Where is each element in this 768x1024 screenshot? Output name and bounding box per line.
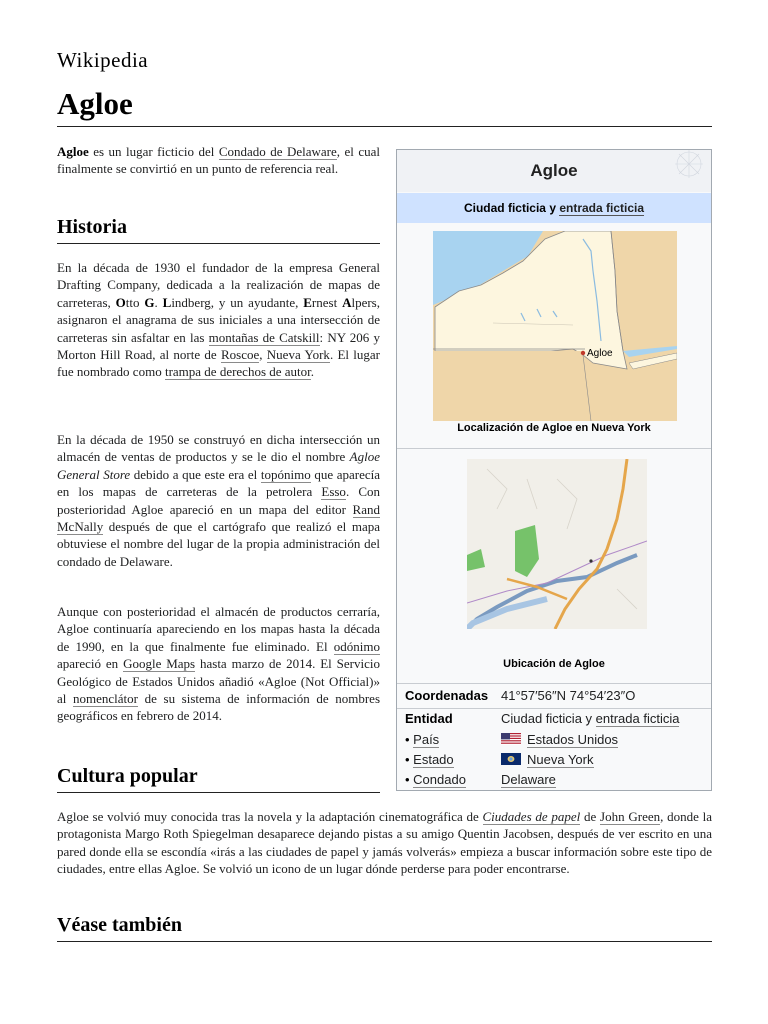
link-esso[interactable]: Esso (321, 484, 346, 500)
intro-bold-term: Agloe (57, 144, 89, 159)
infobox-row-condado (405, 770, 705, 790)
entidad-label: Entidad (405, 711, 453, 726)
link-estados-unidos[interactable]: Estados Unidos (527, 732, 619, 747)
intro-text: es un lugar ficticio del (88, 144, 219, 159)
section-divider (57, 243, 380, 244)
link-nomenclator[interactable]: nomenclátor (73, 691, 138, 707)
coordenadas-value[interactable]: 41°57′56″N 74°54′23″O (501, 688, 636, 703)
link-condado-delaware[interactable]: Condado de Delaware (218, 144, 337, 159)
infobox-row-coordenadas (405, 686, 705, 706)
infobox-row-estado (405, 750, 705, 770)
estado-value (501, 750, 594, 770)
section-heading-cultura-popular: Cultura popular (57, 765, 198, 787)
link-trampa-derechos-autor[interactable]: trampa de derechos de autor (164, 364, 311, 380)
section-divider (57, 792, 380, 793)
link-roscoe[interactable]: Roscoe (220, 347, 260, 363)
cultura-paragraph: Agloe se volvió muy conocida tras la novela y la adaptación cinematográfica de Ciudades de papel de John Green, donde la protagonista Margo Roth Spiegelman desaparece dejando pistas a su amigo Quentin Jacobsen, después de ver escrito en una pared donde ella se escondía «irás a las ciudades de papel y jamás volverás» empieza a buscar información sobre este tipo de ciudades, entre ellas Agloe. Se volvió un icono de un lugar dónde perderse para poder encontrarse. (57, 809, 712, 877)
page-title: Agloe (57, 86, 133, 121)
link-toponimo[interactable]: topónimo (260, 466, 311, 482)
entidad-value: Ciudad ficticia y entrada ficticia (501, 711, 680, 726)
link-delaware[interactable]: Delaware (501, 772, 556, 787)
link-google-maps[interactable]: Google Maps (123, 656, 196, 672)
condado-label: • Condado (405, 772, 466, 787)
link-odonimo[interactable]: odónimo (333, 638, 380, 654)
link-entrada-ficticia-row[interactable]: entrada ficticia (595, 711, 680, 726)
detail-map-caption: Ubicación de Agloe (503, 658, 605, 670)
infobox-row-pais (405, 730, 705, 750)
historia-paragraph-1: En la década de 1930 el fundador de la empresa General Drafting Company, dedicada a la realización de mapas de carreteras, Otto G. Lindberg, y un ayudante, Ernest Alpers, asignaron el anagrama de sus iniciales a una intersección de carreteras sin asfaltar en las montañas de Catskill: NY 206 y Morton Hill Road, al norte de Roscoe, Nueva York. El lugar fue nombrado como trampa de derechos de autor. (57, 260, 381, 380)
infobox-subtitle: Ciudad ficticia y entrada ficticia (397, 193, 711, 223)
section-heading-historia: Historia (57, 216, 127, 238)
intro-paragraph (57, 143, 380, 178)
link-rand-mcnally[interactable]: Rand McNally (57, 501, 380, 535)
condado-value (501, 770, 556, 790)
link-estado[interactable]: Estado (413, 752, 454, 767)
intro-text: , el cual finalmente se convirtió en un punto de referencia real. (57, 144, 380, 177)
link-john-green[interactable]: John Green (600, 809, 661, 824)
us-flag-icon (501, 733, 521, 745)
section-heading-vease-tambien: Véase también (57, 914, 182, 936)
infobox (396, 149, 712, 791)
infobox-separator (397, 683, 711, 684)
link-ciudades-de-papel[interactable]: Ciudades de papel (482, 809, 581, 824)
new-york-flag-icon (501, 753, 521, 765)
link-pais[interactable]: País (413, 732, 440, 747)
infobox-row-entidad (405, 709, 705, 729)
historia-paragraph-3: Aunque con posterioridad el almacén de productos cerraría, Agloe continuaría apareciendo en los mapas hasta la década de 1990, en la que finalmente fue eliminado. El odónimo apareció en Google Maps hasta marzo de 2014. El Servicio Geológico de Estados Unidos añadió «Agloe (Not Official)» al nomenclátor de su sistema de información de nombres geográficos en febrero de 2014. (57, 604, 381, 724)
detail-map-agloe[interactable] (467, 459, 647, 629)
map-place-label: Agloe (587, 348, 613, 359)
historia-paragraph-2: En la década de 1950 se construyó en dicha intersección un almacén de ventas de productos y se le dio el nombre Agloe General Store debido a que este era el topónimo que aparecía en los mapas de carreteras de la petrolera Esso. Con posterioridad Agloe apareció en un mapa del editor Rand McNally después de que el cartógrafo que realizó el mapa obtuviese el nombre del lugar de la propia administración del condado de Delaware. (57, 432, 380, 569)
link-nueva-york-row[interactable]: Nueva York (527, 752, 594, 767)
title-divider (57, 126, 712, 127)
link-montanas-catskill[interactable]: montañas de Catskill (208, 329, 320, 345)
locator-map-new-york[interactable] (433, 231, 677, 421)
link-nueva-york[interactable]: Nueva York (266, 347, 330, 363)
wikipedia-logo[interactable]: Wikipedia (57, 48, 149, 72)
pais-value (501, 730, 618, 750)
link-entrada-ficticia[interactable]: entrada ficticia (559, 201, 645, 215)
infobox-separator (397, 448, 711, 449)
estado-label: • Estado (405, 752, 454, 767)
compass-rose-icon (645, 150, 705, 192)
pais-label: • País (405, 732, 440, 747)
coordenadas-label: Coordenadas (405, 688, 489, 703)
infobox-title: Agloe (397, 150, 711, 192)
locator-map-caption: Localización de Agloe en Nueva York (457, 422, 651, 434)
section-divider (57, 941, 712, 942)
link-condado[interactable]: Condado (413, 772, 466, 787)
